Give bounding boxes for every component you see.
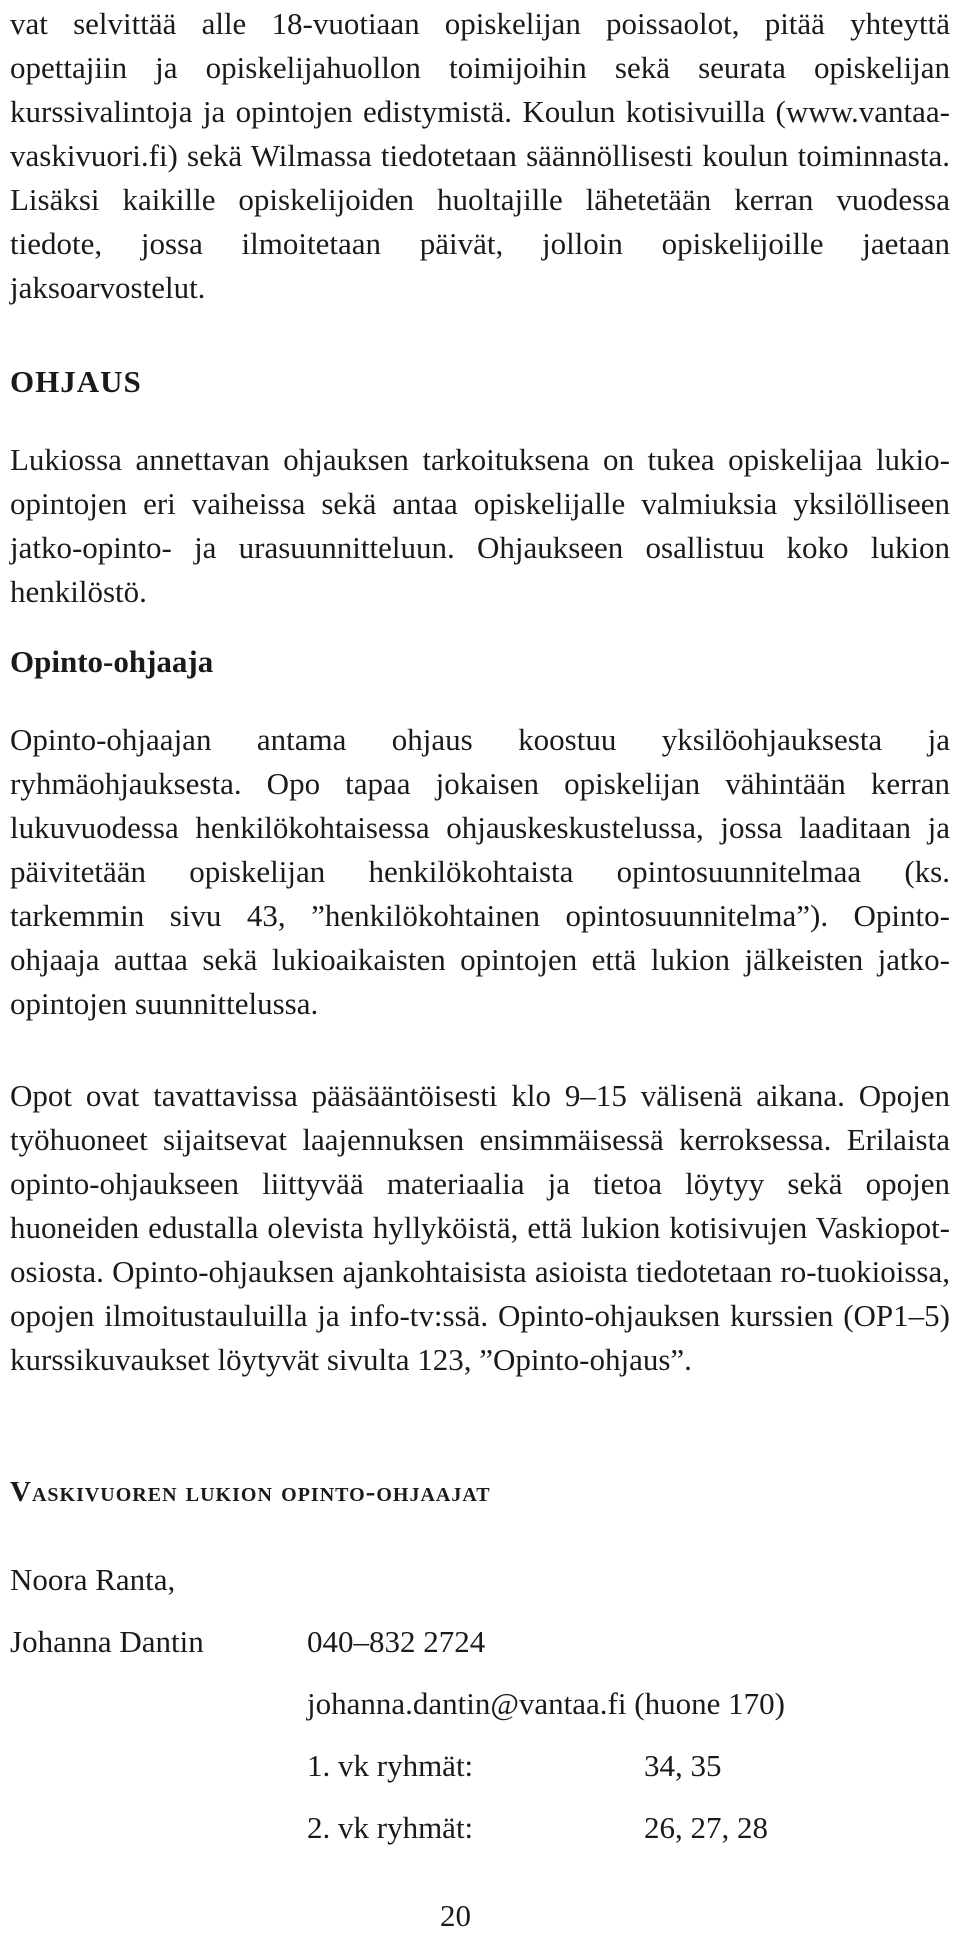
contact-name-noora: Noora Ranta, bbox=[10, 1562, 176, 1597]
group1-value: 34, 35 bbox=[644, 1748, 722, 1783]
opinto-ohjaaja-paragraph-1: Opinto-ohjaajan antama ohjaus koostuu yksilöohjauksesta ja ryhmäohjauksesta. Opo tapaa jokaisen opiskelijan vähintään kerran lukuvuodessa henkilökohtaisessa ohjauskeskustelussa, jossa laaditaan ja päivitetään opiskelijan henkilökohtaista opintosuunnitelmaa (ks. tarkemmin sivu 43, ”henkilökohtainen opintosuunnitelma”). Opinto-ohjaaja auttaa sekä lukioaikaisten opintojen että lukion jälkeisten jatko-opintojen suunnittelussa. bbox=[10, 722, 950, 1021]
group2-label: 2. vk ryhmät: bbox=[307, 1810, 474, 1845]
group1-label: 1. vk ryhmät: bbox=[307, 1748, 474, 1783]
page-number: 20 bbox=[440, 1898, 471, 1933]
group2-value: 26, 27, 28 bbox=[644, 1810, 768, 1845]
opinto-ohjaaja-heading: Opinto-ohjaaja bbox=[10, 644, 214, 679]
contact-name-johanna: Johanna Dantin bbox=[10, 1624, 204, 1659]
contact-phone: 040–832 2724 bbox=[307, 1624, 486, 1659]
contacts-heading: Vaskivuoren lukion opinto-ohjaajat bbox=[10, 1476, 491, 1508]
intro-paragraph: vat selvittää alle 18-vuotiaan opiskelijan poissaolot, pitää yhteyttä opettajiin ja opiskelijahuollon toimijoihin sekä seurata opiskelijan kurssivalintoja ja opintojen edistymistä. Koulun kotisivuilla (www.vantaa-vaskivuori.fi) sekä Wilmassa tiedotetaan säännöllisesti koulun toiminnasta. Lisäksi kaikille opiskelijoiden huoltajille lähetetään kerran vuodessa tiedote, jossa ilmoitetaan päivät, jolloin opiskelijoille jaetaan jaksoarvostelut. bbox=[10, 6, 950, 305]
contact-email: johanna.dantin@vantaa.fi (huone 170) bbox=[307, 1686, 785, 1721]
ohjaus-paragraph: Lukiossa annettavan ohjauksen tarkoituksena on tukea opiskelijaa lukio-opintojen eri vaiheissa sekä antaa opiskelijalle valmiuksia yksilölliseen jatko-opinto- ja urasuunnitteluun. Ohjaukseen osallistuu koko lukion henkilöstö. bbox=[10, 442, 950, 609]
ohjaus-heading: OHJAUS bbox=[10, 364, 142, 399]
opinto-ohjaaja-paragraph-2: Opot ovat tavattavissa pääsääntöisesti klo 9–15 välisenä aikana. Opojen työhuoneet sijaitsevat laajennuksen ensimmäisessä kerroksessa. Erilaista opinto-ohjaukseen liittyvää materiaalia ja tietoa löytyy sekä opojen huoneiden edustalla olevista hyllyköistä, että lukion kotisivujen Vaskiopot-osiosta. Opinto-ohjauksen ajankohtaisista asioista tiedotetaan ro-tuokioissa, opojen ilmoitustauluilla ja info-tv:ssä. Opinto-ohjauksen kurssien (OP1–5) kurssikuvaukset löytyvät sivulta 123, ”Opinto-ohjaus”. bbox=[10, 1078, 950, 1377]
